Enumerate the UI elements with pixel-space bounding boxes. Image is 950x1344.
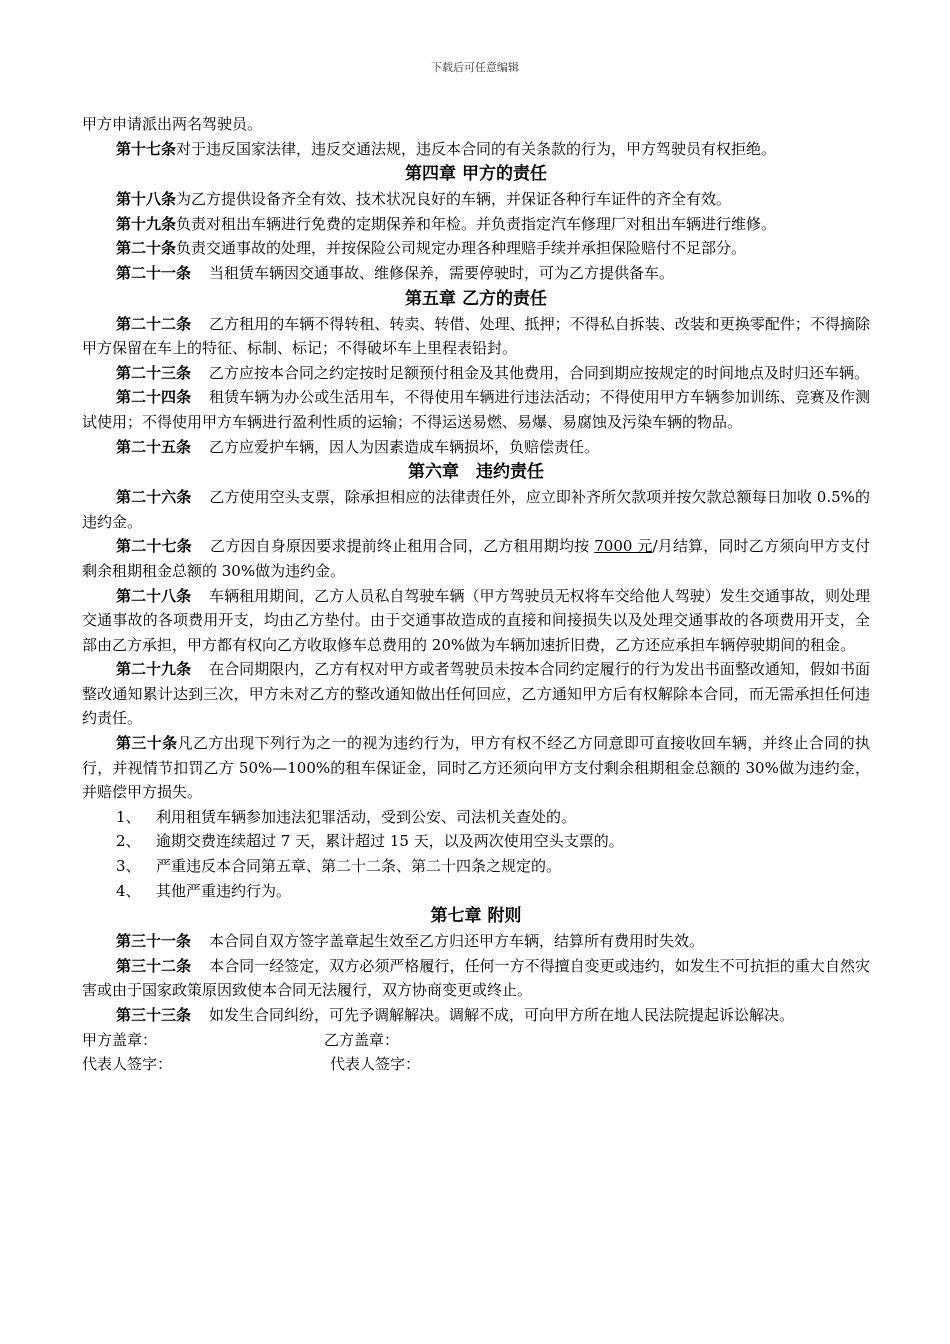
list-item-number: 1、 <box>116 807 141 826</box>
article-number: 第三十二条 <box>116 956 192 975</box>
list-item <box>82 854 870 879</box>
article-number: 第三十一条 <box>116 932 192 951</box>
article-text: 凡乙方出现下列行为之一的视为违约行为，甲方有权不经乙方同意即可直接收回车辆，并终止合同的执行，并视情节扣罚乙方 50%—100%的租车保证金，同时乙方还须向甲方支付剩余租期租金总额的 30%做为违约金，并赔偿甲方损失。 <box>82 734 870 802</box>
article-text: 本合同一经签定，双方必须严格履行，任何一方不得擅自变更或违约，如发生不可抗拒的重大自然灾害或由于国家政策原因致使本合同无法履行，双方协商变更或终止。 <box>82 956 870 1000</box>
article-19 <box>82 212 870 237</box>
signature-rep-row <box>82 1052 870 1077</box>
contract-body <box>82 112 870 1077</box>
article-number: 第二十二条 <box>116 314 192 333</box>
signature-seal-row <box>82 1028 870 1053</box>
article-number: 第二十四条 <box>116 388 192 407</box>
article-text: 乙方使用空头支票，除承担相应的法律责任外，应立即补齐所欠款项并按欠款总额每日加收 0.5%的违约金。 <box>82 488 870 531</box>
article-22 <box>82 312 870 361</box>
article-number: 第三十条 <box>116 734 178 753</box>
list-item <box>82 805 870 830</box>
chapter-6-heading: 第六章 违约责任 <box>408 462 544 483</box>
article-text-part2: /月结算，同时乙方须向甲方支付剩余租期租金总额的 30%做为违约金。 <box>82 537 870 580</box>
article-number: 第二十三条 <box>116 363 192 382</box>
article-number: 第二十六条 <box>116 488 192 507</box>
article-text: 租赁车辆为办公或生活用车，不得使用车辆进行违法活动；不得使用甲方车辆参加训练、竞赛及作测试使用；不得使用甲方车辆进行盈利性质的运输；不得运送易燃、易爆、易腐蚀及污染车辆的物品。 <box>82 388 870 431</box>
article-text: 负责对租出车辆进行免费的定期保养和年检。并负责指定汽车修理厂对租出车辆进行维修。 <box>176 214 777 233</box>
article-33 <box>82 1003 870 1028</box>
article-20 <box>82 236 870 261</box>
article-number: 第二十五条 <box>116 437 192 456</box>
article-text: 对于违反国家法律，违反交通法规，违反本合同的有关条款的行为，甲方驾驶员有权拒绝。 <box>176 139 777 158</box>
article-text: 本合同自双方签字盖章起生效至乙方归还甲方车辆，结算所有费用时失效。 <box>209 932 705 951</box>
chapter-5-heading: 第五章 乙方的责任 <box>405 288 547 309</box>
list-item-text: 利用租赁车辆参加违法犯罪活动，受到公安、司法机关查处的。 <box>156 807 577 826</box>
party-b-seal-label: 乙方盖章： <box>324 1030 400 1049</box>
article-text: 负责交通事故的处理，并按保险公司规定办理各种理赔手续并承担保险赔付不足部分。 <box>176 239 747 258</box>
article-text: 在合同期限内，乙方有权对甲方或者驾驶员未按本合同约定履行的行为发出书面整改通知，假如书面整改通知累计达到三次，甲方未对乙方的整改通知做出任何回应，乙方通知甲方后有权解除本合同，而无需承担任何违约责任。 <box>82 660 870 728</box>
list-item-number: 4、 <box>116 881 141 900</box>
article-17 <box>82 137 870 162</box>
article-number: 第十八条 <box>116 190 177 209</box>
article-27 <box>82 534 870 583</box>
article-number: 第二十七条 <box>116 537 192 556</box>
party-a-rep-label: 代表人签字： <box>82 1055 173 1074</box>
article-text: 如发生合同纠纷，可先予调解解决。调解不成，可向甲方所在地人民法院提起诉讼解决。 <box>209 1006 795 1024</box>
article-21 <box>82 261 870 286</box>
chapter-7-heading: 第七章 附则 <box>430 906 522 927</box>
article-text-part1: 乙方因自身原因要求提前终止租用合同，乙方租用期均按 <box>209 537 595 556</box>
article-number: 第三十三条 <box>116 1006 192 1024</box>
chapter-4-heading: 第四章 甲方的责任 <box>405 164 547 185</box>
list-item <box>82 879 870 904</box>
list-item-text: 逾期交费连续超过 7 天，累计超过 15 天，以及两次使用空头支票的。 <box>156 832 624 851</box>
article-text: 车辆租用期间，乙方人员私自驾驶车辆（甲方驾驶员无权将车交给他人驾驶）发生交通事故，则处理交通事故的各项费用开支，均由乙方垫付。由于交通事故造成的直接和间接损失以及处理交通事故的各项费用开支，全部由乙方承担，甲方都有权向乙方收取修车总费用的 20%做为车辆加速折旧费，乙方还应承担车辆停驶期间的租金。 <box>82 586 870 654</box>
list-item-text: 其他严重违约行为。 <box>156 881 292 900</box>
article-text: 当租赁车辆因交通事故、维修保养，需要停驶时，可为乙方提供备车。 <box>209 263 675 282</box>
article-24 <box>82 385 870 434</box>
article-30 <box>82 731 870 805</box>
party-b-rep-label: 代表人签字： <box>330 1055 421 1074</box>
article-23 <box>82 361 870 386</box>
article-text: 乙方应爱护车辆，因人为因素造成车辆损坏，负赔偿责任。 <box>209 437 600 456</box>
article-number: 第十七条 <box>116 139 177 158</box>
article-29 <box>82 657 870 731</box>
article-number: 第二十一条 <box>116 263 192 282</box>
article-28 <box>82 584 870 658</box>
article-number: 第二十八条 <box>116 586 192 605</box>
article-number: 第二十九条 <box>116 660 192 679</box>
article-26 <box>82 485 870 534</box>
list-item-text: 严重违反本合同第五章、第二十二条、第二十四条之规定的。 <box>156 857 562 876</box>
article-text: 乙方租用的车辆不得转租、转卖、转借、处理、抵押；不得私自拆装、改装和更换零配件；不得摘除甲方保留在车上的特征、标制、标记；不得破坏车上里程表铅封。 <box>82 314 870 358</box>
paragraph-continuation: 甲方申请派出两名驾驶员。 <box>82 115 263 133</box>
list-item-number: 3、 <box>116 857 141 876</box>
party-a-seal-label: 甲方盖章： <box>82 1030 158 1049</box>
list-item <box>82 829 870 854</box>
article-32 <box>82 954 870 1003</box>
article-number: 第二十条 <box>116 239 177 258</box>
article-31 <box>82 929 870 954</box>
article-text: 乙方应按本合同之约定按时足额预付租金及其他费用，合同到期应按规定的时间地点及时归还车辆。 <box>209 363 870 382</box>
article-number: 第十九条 <box>116 214 177 233</box>
rent-amount: 7000 元 <box>594 537 653 556</box>
article-18 <box>82 187 870 212</box>
page-header: 下载后可任意编辑 <box>431 61 519 74</box>
article-25 <box>82 435 870 460</box>
list-item-number: 2、 <box>116 832 141 851</box>
article-text: 为乙方提供设备齐全有效、技术状况良好的车辆，并保证各种行车证件的齐全有效。 <box>176 190 732 209</box>
